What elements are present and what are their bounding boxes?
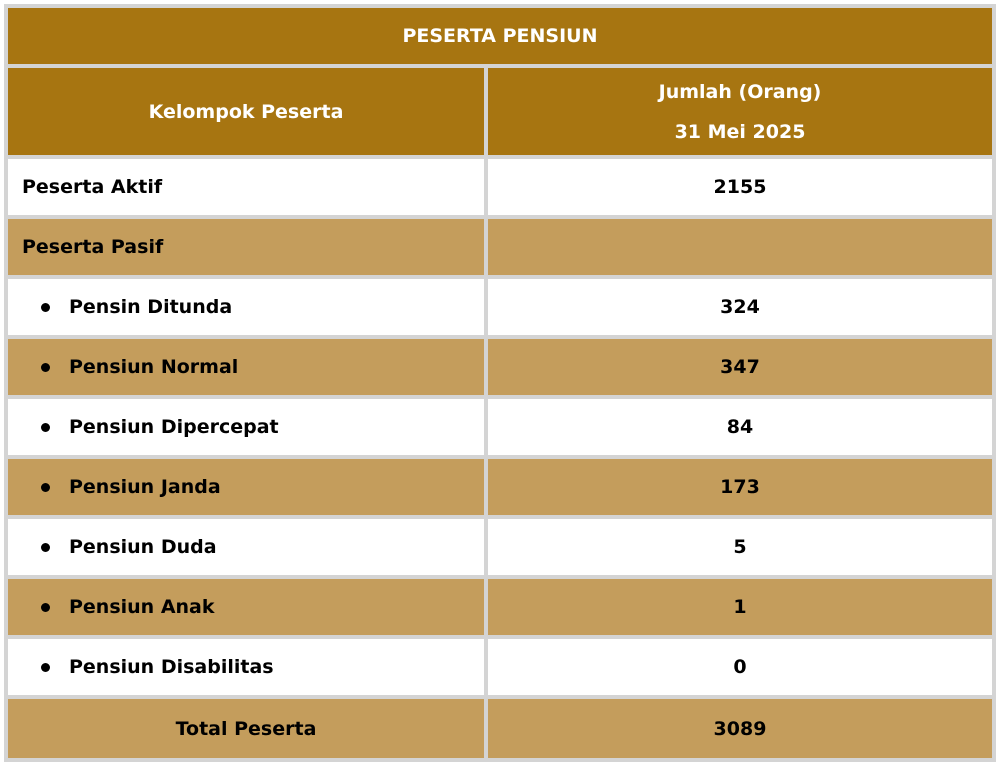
- table-row-label: [8, 399, 484, 455]
- table-row-value: [488, 219, 992, 275]
- column-header-count: [488, 68, 992, 155]
- bullet-icon: [41, 483, 50, 492]
- table-row-label: [8, 519, 484, 575]
- table-title: PESERTA PENSIUN: [8, 8, 992, 64]
- table-row-value: 0: [488, 639, 992, 695]
- pension-table: [4, 4, 996, 762]
- table-row-value: 1: [488, 579, 992, 635]
- row-label-text: Pensiun Duda: [69, 536, 217, 558]
- table-row-value: 5: [488, 519, 992, 575]
- row-label-text: Pensin Ditunda: [69, 296, 233, 318]
- table-row-value: 173: [488, 459, 992, 515]
- table-row-value: 347: [488, 339, 992, 395]
- table-row-label: [8, 639, 484, 695]
- row-label-text: Pensiun Disabilitas: [69, 656, 274, 678]
- total-label: Total Peserta: [8, 699, 484, 758]
- table-row-value: 2155: [488, 159, 992, 215]
- bullet-icon: [41, 543, 50, 552]
- row-label-text: Pensiun Normal: [69, 356, 239, 378]
- count-label: Jumlah (Orang): [658, 80, 822, 103]
- row-label-text: Pensiun Anak: [69, 596, 215, 618]
- column-header-group: Kelompok Peserta: [8, 68, 484, 155]
- bullet-icon: [41, 663, 50, 672]
- table-row-label: [8, 279, 484, 335]
- table-row-label: [8, 339, 484, 395]
- bullet-icon: [41, 363, 50, 372]
- table-row-label: Peserta Pasif: [8, 219, 484, 275]
- bullet-icon: [41, 423, 50, 432]
- bullet-icon: [41, 303, 50, 312]
- row-label-text: Pensiun Janda: [69, 476, 221, 498]
- table-row-label: Peserta Aktif: [8, 159, 484, 215]
- date-label: 31 Mei 2025: [674, 120, 806, 143]
- total-value: 3089: [488, 699, 992, 758]
- table-row-label: [8, 579, 484, 635]
- table-row-value: 84: [488, 399, 992, 455]
- row-label-text: Pensiun Dipercepat: [69, 416, 279, 438]
- bullet-icon: [41, 603, 50, 612]
- table-row-value: 324: [488, 279, 992, 335]
- table-row-label: [8, 459, 484, 515]
